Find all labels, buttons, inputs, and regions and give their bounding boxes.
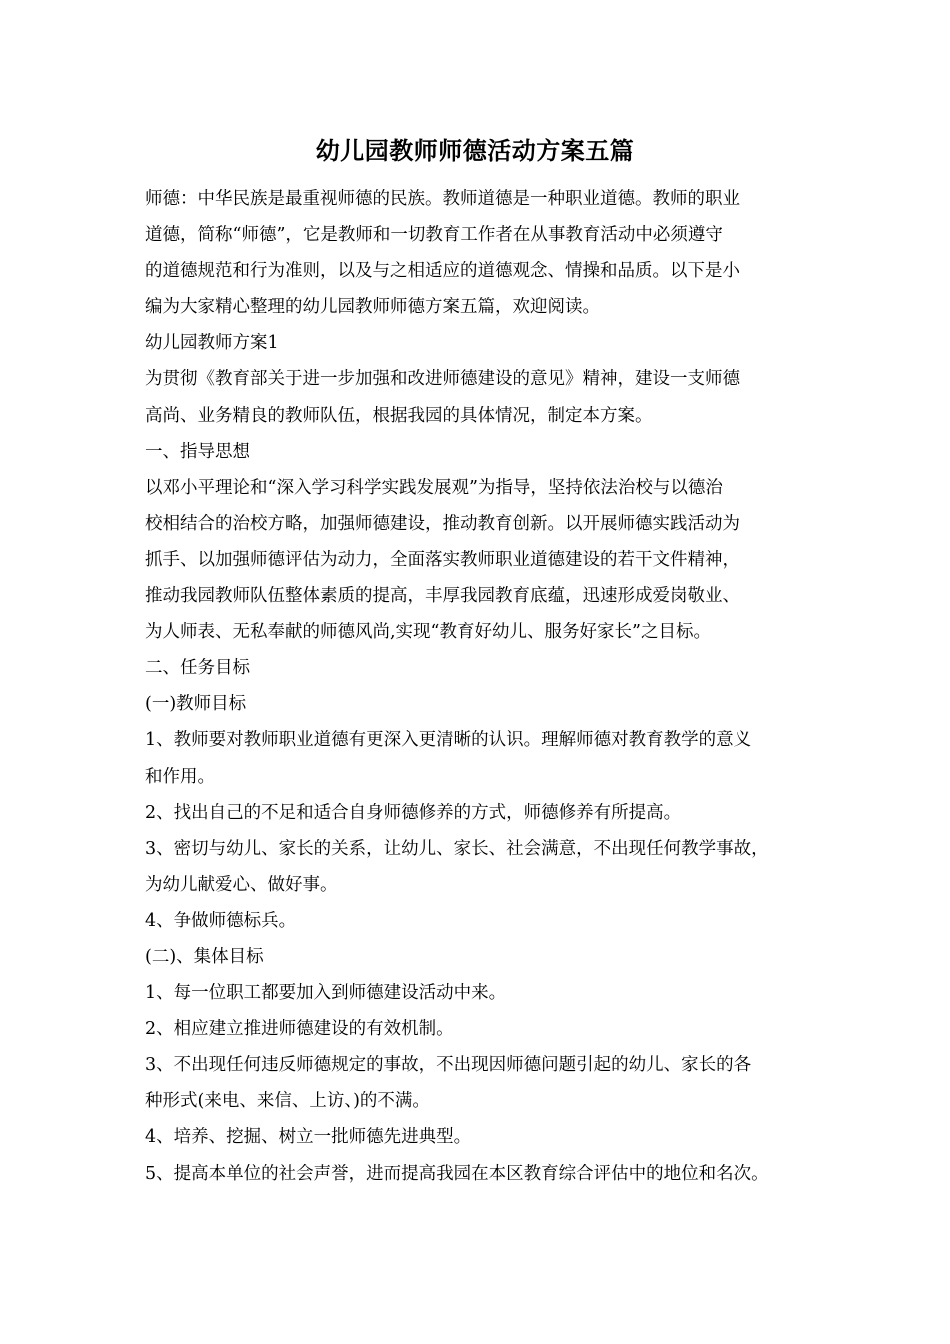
paragraph-line: 高尚、业务精良的教师队伍，根据我园的具体情况，制定本方案。 [145,405,653,426]
list-item-continuation: 为幼儿献爱心、做好事。 [145,874,338,895]
list-item: 4、争做师德标兵。 [145,910,297,931]
subsection-heading: (二)、集体目标 [145,946,264,967]
subsection-heading: (一)教师目标 [145,694,247,715]
list-item: 3、密切与幼儿、家长的关系，让幼儿、家长、社会满意，不出现任何教学事故， [145,838,769,859]
paragraph-line: 推动我园教师队伍整体素质的提高，丰厚我园教育底蕴，迅速形成爱岗敬业、 [145,586,740,607]
list-item: 4、培养、挖掘、树立一批师德先进典型。 [145,1127,472,1148]
paragraph-line: 以邓小平理论和“深入学习科学实践发展观”为指导，坚持依法治校与以德治 [145,477,723,498]
document-body [145,181,821,1192]
list-item: 2、相应建立推进师德建设的有效机制。 [145,1019,454,1040]
paragraph-line: 编为大家精心整理的幼儿园教师师德方案五篇，欢迎阅读。 [145,297,600,318]
paragraph-line: 校相结合的治校方略，加强师德建设，推动教育创新。以开展师德实践活动为 [145,513,740,534]
list-item-continuation: 种形式(来电、来信、上访、)的不满。 [145,1091,430,1112]
paragraph-line: 道德，简称“师德”，它是教师和一切教育工作者在从事教育活动中必须遵守 [145,225,723,246]
paragraph-line: 为人师表、无私奉献的师德风尚,实现“教育好幼儿、服务好家长”之目标。 [145,622,711,643]
list-item: 5、提高本单位的社会声誉，进而提高我园在本区教育综合评估中的地位和名次。 [145,1163,769,1184]
section-heading: 幼儿园教师方案1 [145,333,279,354]
section-heading: 一、指导思想 [145,441,250,462]
list-item: 3、不出现任何违反师德规定的事故，不出现因师德问题引起的幼儿、家长的各 [145,1055,752,1076]
list-item: 1、每一位职工都要加入到师德建设活动中来。 [145,983,507,1004]
paragraph-line: 抓手、以加强师德评估为动力，全面落实教师职业道德建设的若干文件精神， [145,549,740,570]
section-heading: 二、任务目标 [145,658,250,679]
paragraph-line: 师德：中华民族是最重视师德的民族。教师道德是一种职业道德。教师的职业 [145,189,740,209]
list-item: 2、找出自己的不足和适合自身师德修养的方式，师德修养有所提高。 [145,802,682,823]
list-item-continuation: 和作用。 [145,766,215,787]
list-item: 1、教师要对教师职业道德有更深入更清晰的认识。理解师德对教育教学的意义 [145,730,752,751]
paragraph-line: 为贯彻《教育部关于进一步加强和改进师德建设的意见》精神，建设一支师德 [145,369,740,390]
paragraph-line: 的道德规范和行为准则，以及与之相适应的道德观念、情操和品质。以下是小 [145,261,740,282]
document-title: 幼儿园教师师德活动方案五篇 [315,136,635,165]
